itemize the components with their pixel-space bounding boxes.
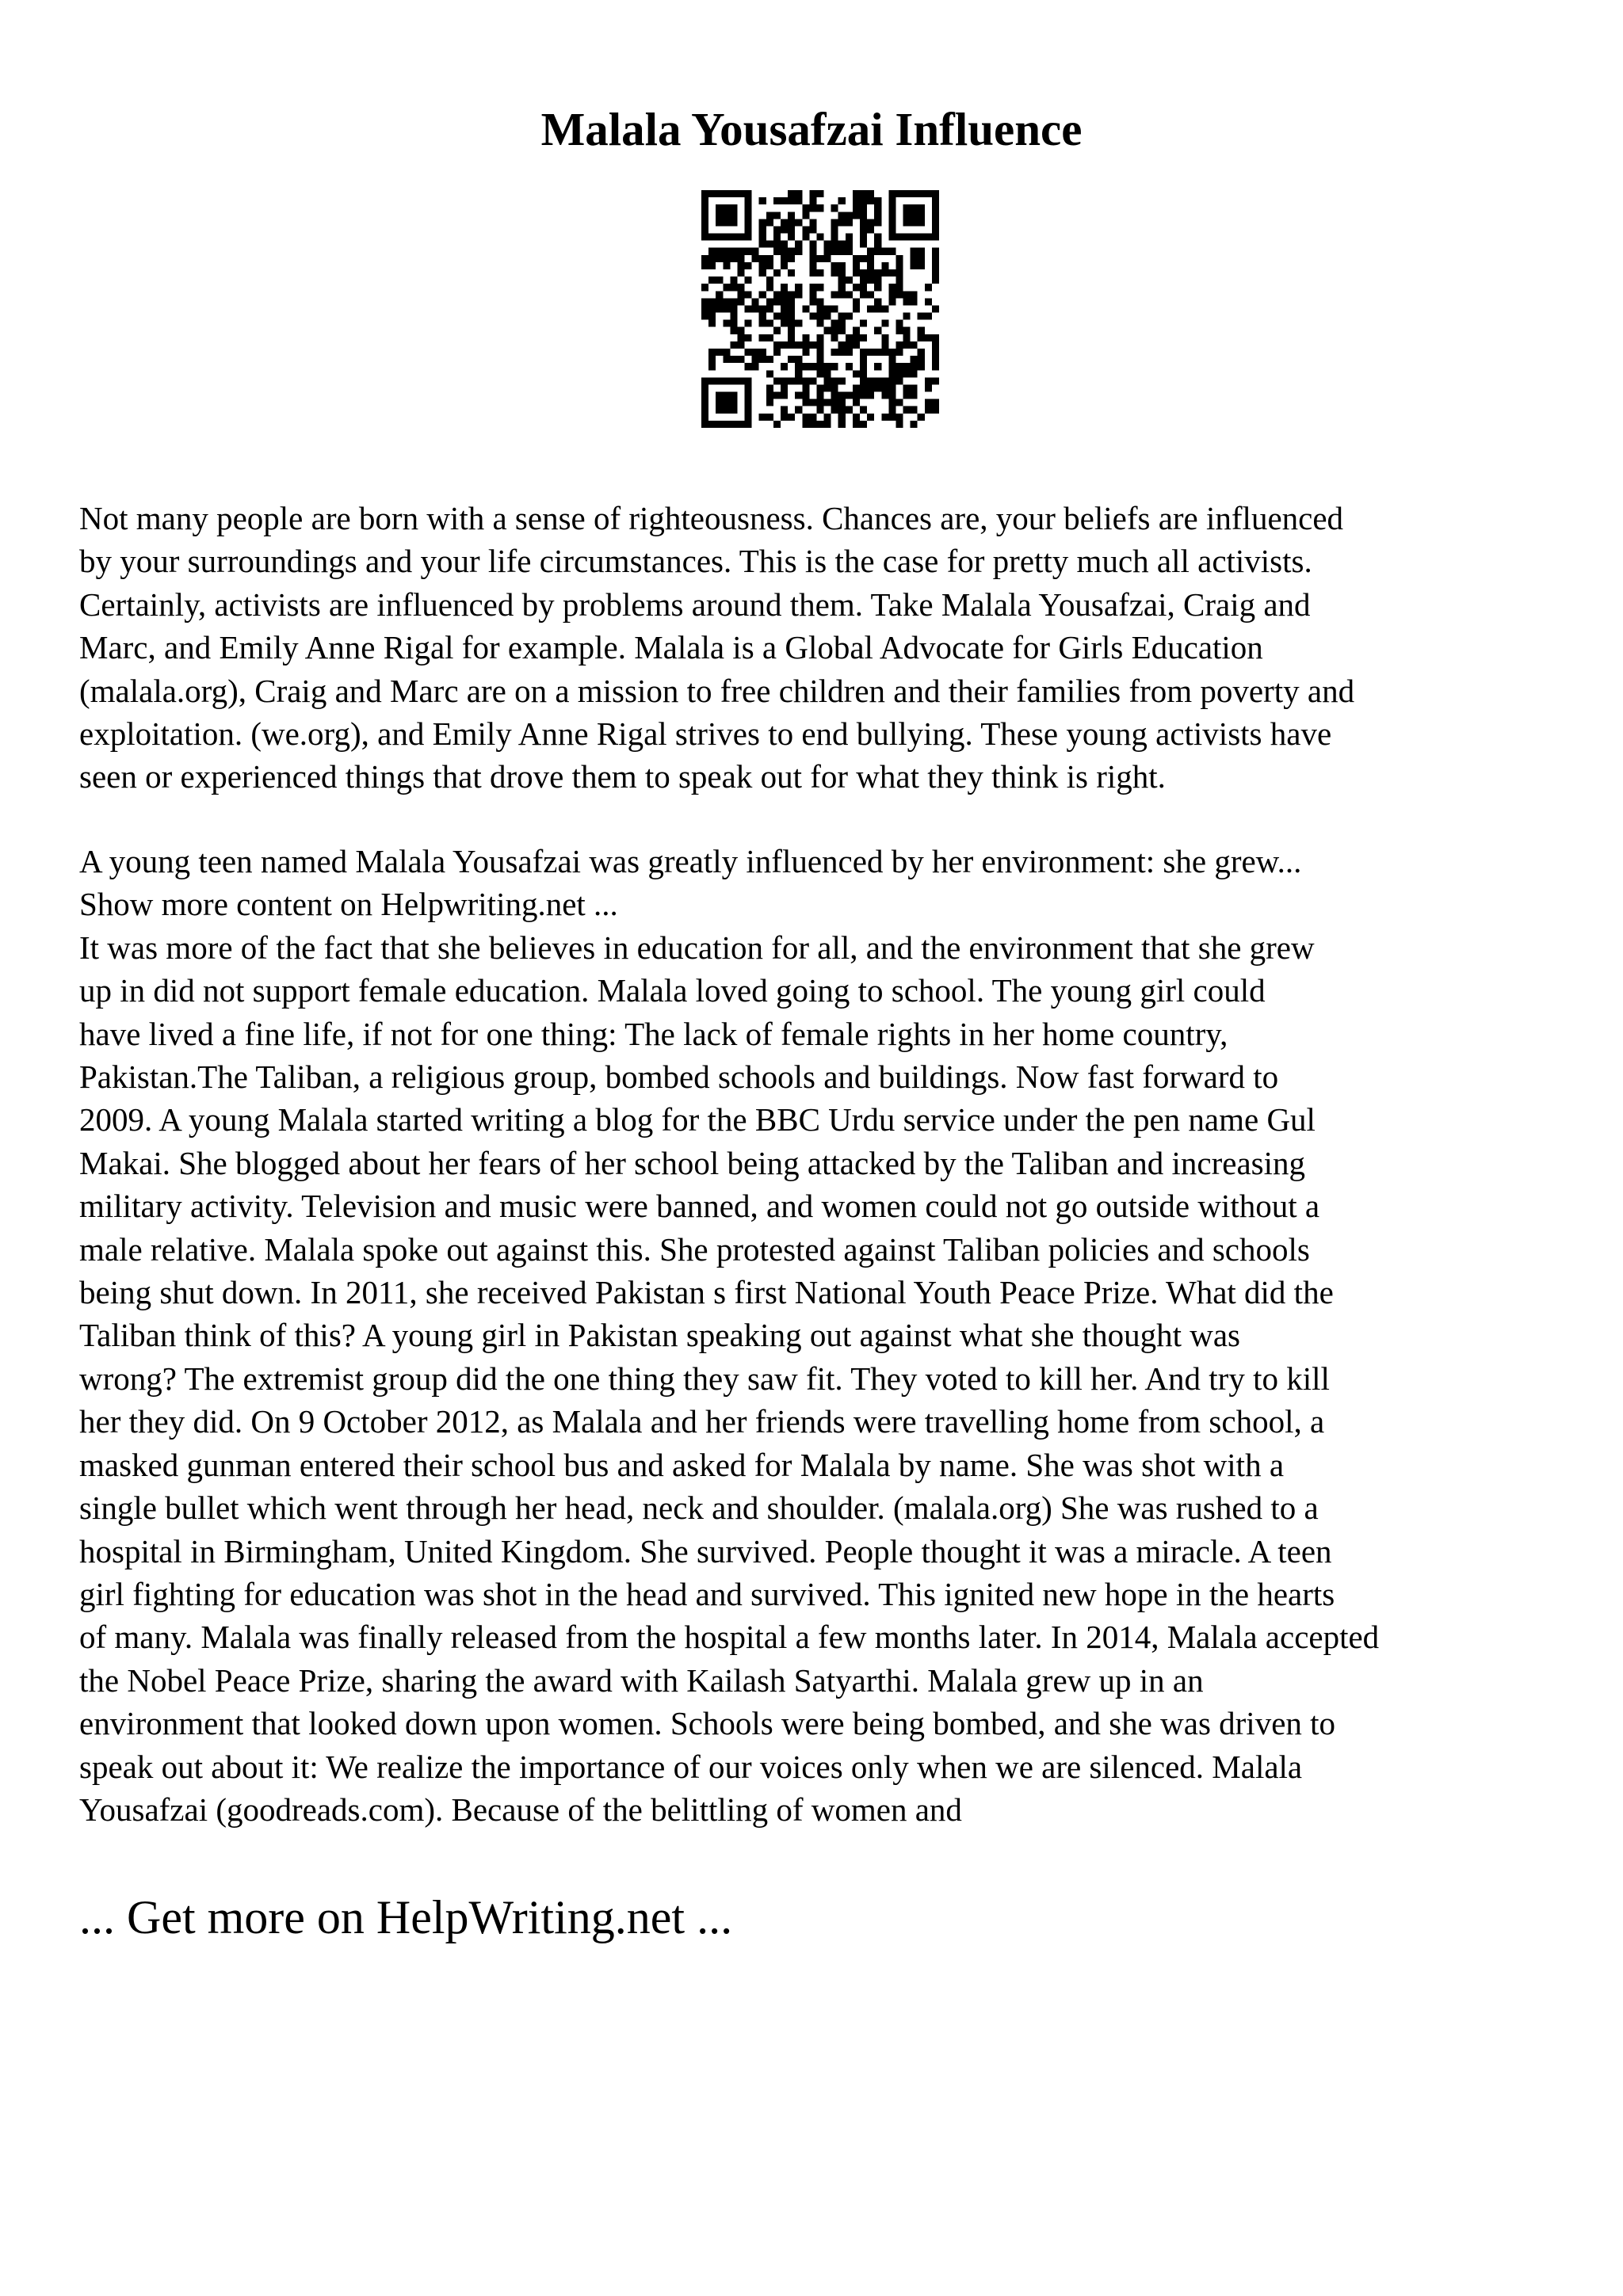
body-paragraph	[79, 840, 1569, 1831]
paragraph-line: exploitation. (we.org), and Emily Anne Rigal strives to end bullying. These young activists have	[79, 715, 1332, 753]
paragraph-line: masked gunman entered their school bus and asked for Malala by name. She was shot with a	[79, 1446, 1285, 1483]
paragraph-line: Show more content on Helpwriting.net ...	[79, 886, 618, 923]
paragraph-line: hospital in Birmingham, United Kingdom. She survived. People thought it was a miracle. A teen	[79, 1532, 1332, 1569]
paragraph-line: Taliban think of this? A young girl in Pakistan speaking out against what she thought was	[79, 1317, 1240, 1354]
paragraph-line: speak out about it: We realize the importance of our voices only when we are silenced. Malala	[79, 1748, 1303, 1785]
paragraph-line: environment that looked down upon women. Schools were being bombed, and she was driven to	[79, 1705, 1336, 1742]
paragraph-line: Certainly, activists are influenced by problems around them. Take Malala Yousafzai, Craig and	[79, 585, 1311, 623]
paragraph-line: up in did not support female education. Malala loved going to school. The young girl could	[79, 972, 1266, 1009]
intro-paragraph	[79, 497, 1569, 799]
paragraph-line: Not many people are born with a sense of righteousness. Chances are, your beliefs are influenced	[79, 500, 1344, 536]
paragraph-line: A young teen named Malala Yousafzai was greatly influenced by her environment: she grew...	[79, 843, 1302, 879]
paragraph-line: male relative. Malala spoke out against this. She protested against Taliban policies and schools	[79, 1230, 1310, 1268]
paragraph-line: Makai. She blogged about her fears of her school being attacked by the Taliban and increasing	[79, 1144, 1306, 1181]
paragraph-line: seen or experienced things that drove them to speak out for what they think is right.	[79, 758, 1166, 795]
paragraph-line: girl fighting for education was shot in the head and survived. This ignited new hope in the hearts	[79, 1575, 1335, 1612]
paragraph-line: the Nobel Peace Prize, sharing the award with Kailash Satyarthi. Malala grew up in an	[79, 1661, 1204, 1699]
document-title: Malala Yousafzai Influence	[540, 103, 1083, 155]
paragraph-line: by your surroundings and your life circumstances. This is the case for pretty much all activists.	[79, 543, 1312, 580]
paragraph-line: It was more of the fact that she believes in education for all, and the environment that she grew	[79, 929, 1315, 966]
qr-code-image	[701, 190, 939, 428]
paragraph-line: (malala.org), Craig and Marc are on a mission to free children and their families from poverty and	[79, 672, 1355, 709]
paragraph-line: wrong? The extremist group did the one thing they saw fit. They voted to kill her. And try to kill	[79, 1360, 1330, 1397]
paragraph-line: Marc, and Emily Anne Rigal for example. Malala is a Global Advocate for Girls Education	[79, 629, 1263, 666]
paragraph-line: 2009. A young Malala started writing a blog for the BBC Urdu service under the pen name Gul	[79, 1101, 1316, 1138]
paragraph-line: single bullet which went through her head, neck and shoulder. (malala.org) She was rushed to a	[79, 1489, 1319, 1527]
paragraph-line: being shut down. In 2011, she received Pakistan s first National Youth Peace Prize. What did the	[79, 1274, 1334, 1311]
paragraph-line: of many. Malala was finally released from the hospital a few months later. In 2014, Malala accepted	[79, 1619, 1380, 1656]
qr-code-graphic	[701, 190, 939, 428]
paragraph-line: Yousafzai (goodreads.com). Because of the belittling of women and	[79, 1791, 962, 1828]
paragraph-line: Pakistan.The Taliban, a religious group, bombed schools and buildings. Now fast forward to	[79, 1058, 1279, 1096]
paragraph-line: military activity. Television and music were banned, and women could not go outside without a	[79, 1188, 1320, 1225]
get-more-link[interactable]: ... Get more on HelpWriting.net ...	[79, 1891, 733, 1943]
paragraph-line: have lived a fine life, if not for one thing: The lack of female rights in her home country,	[79, 1015, 1228, 1052]
paragraph-line: her they did. On 9 October 2012, as Malala and her friends were travelling home from school, a	[79, 1403, 1325, 1440]
